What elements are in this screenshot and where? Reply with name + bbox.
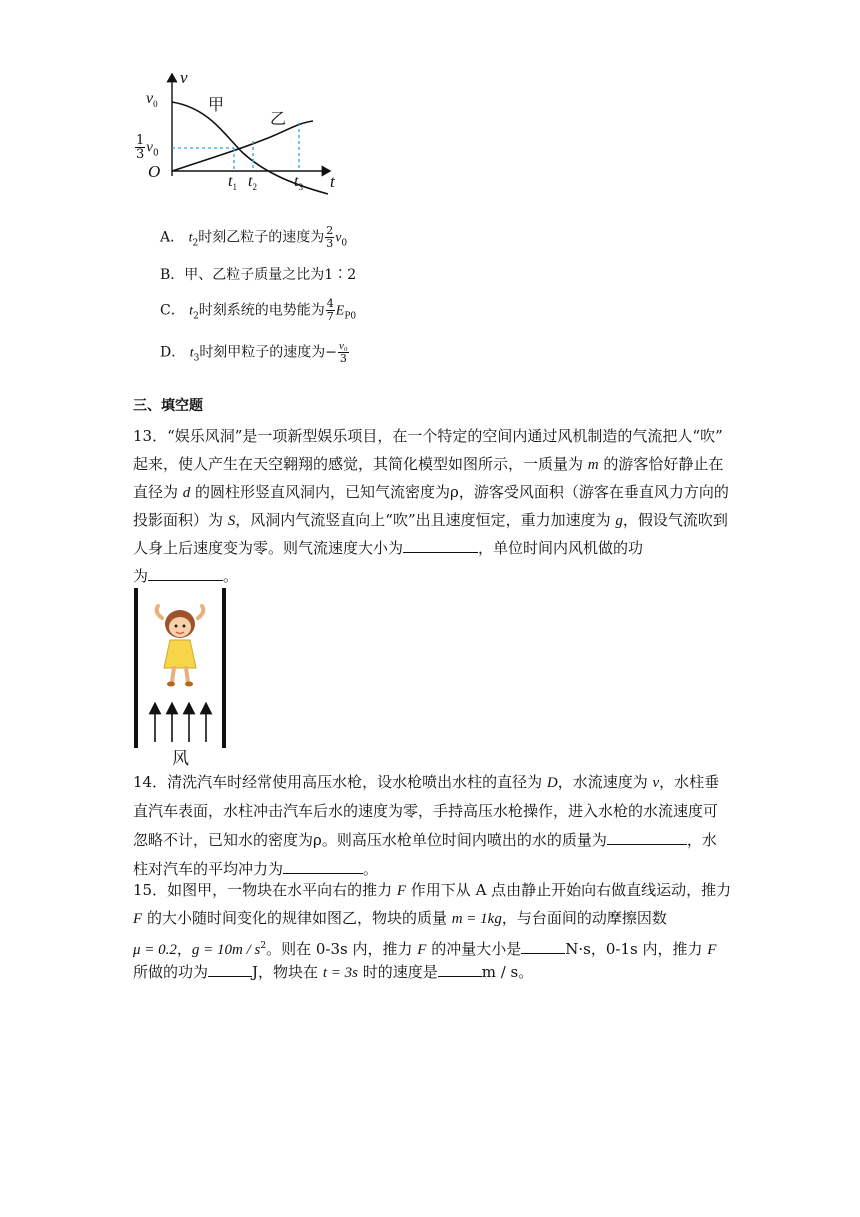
option-a: A． $t_2$时刻乙粒子的速度为 $\frac{2}{3}$ $v_0$ <box>160 224 348 250</box>
section-title: 三、填空题 <box>133 398 203 414</box>
vt-graph-svg <box>128 68 348 198</box>
q15-blank-1[interactable] <box>521 953 565 954</box>
t1-label: $t_1$ <box>228 173 237 193</box>
t3-label: $t_3$ <box>294 173 303 193</box>
yi-label: 乙 <box>270 109 287 128</box>
tunnel-wall-left <box>134 588 138 748</box>
q13-line1: 13．“娱乐风洞”是一项新型娱乐项目，在一个特定的空间内通过风机制造的气流把人“吹” <box>133 427 723 445</box>
v-axis-label: v <box>180 68 188 87</box>
q14-line1: 14．清洗汽车时经常使用高压水枪，设水枪喷出水柱的直径为 D，水流速度为 v，水柱垂 <box>133 773 720 791</box>
q13-blank-1[interactable] <box>403 552 478 553</box>
q15-line2: F 的大小随时间变化的规律如图乙，物块的质量 m = 1kg，与台面间的动摩擦因数 <box>133 909 667 927</box>
q14-blank-1[interactable] <box>607 844 687 845</box>
wind-tunnel-svg <box>128 586 238 766</box>
jia-label: 甲 <box>208 95 225 114</box>
vt-graph <box>128 68 348 198</box>
q13-line4: 投影面积）为 S，风洞内气流竖直向上“吹”出且速度恒定，重力加速度为 g，假设气流吹到 <box>133 511 728 529</box>
q13-line3: 直径为 d 的圆柱形竖直风洞内，已知气流密度为ρ，游客受风面积（游客在垂直风力方向的 <box>133 483 729 501</box>
girl-figure <box>157 606 204 687</box>
q14-line4: 柱对汽车的平均冲力为 。 <box>133 860 379 878</box>
origin-label: O <box>148 162 161 181</box>
q13-blank-2[interactable] <box>148 580 223 581</box>
t2-label: $t_2$ <box>248 173 257 193</box>
q15-line4: 所做的功为 J，物块在 t = 3s 时的速度是 m / s。 <box>133 963 534 981</box>
q15-line1: 15．如图甲，一物块在水平向右的推力 F 作用下从 A 点由静止开始向右做直线运动，推力 <box>133 881 732 899</box>
q15-blank-2[interactable] <box>208 976 252 977</box>
option-b: B．甲、乙粒子质量之比为1∶2 <box>160 267 357 283</box>
wind-label: 风 <box>172 749 189 769</box>
third-v0-label: $\frac{1}{3}$ $v_0$ <box>136 133 159 162</box>
option-d: D． $t_3$时刻甲粒子的速度为− $\frac{\text{v₀}}{3}$ <box>160 340 348 365</box>
v0-label: $v_0$ <box>146 90 158 110</box>
q14-line3: 忽略不计，已知水的密度为ρ。则高压水枪单位时间内喷出的水的质量为 ，水 <box>133 831 717 849</box>
q14-blank-2[interactable] <box>283 873 363 874</box>
curve-yi <box>172 121 313 171</box>
q13-line5: 人身上后速度变为零。则气流速度大小为 ，单位时间内风机做的功 <box>133 539 644 557</box>
q13-line2: 起来，使人产生在天空翱翔的感觉，其简化模型如图所示，一质量为 m 的游客恰好静止在 <box>133 455 724 473</box>
q13-line6: 为 。 <box>133 567 239 585</box>
q14-line2: 直汽车表面，水柱冲击汽车后水的速度为零，手持高压水枪操作，进入水枪的水流速度可 <box>133 802 719 820</box>
option-c: C． $t_2$时刻系统的电势能为 $\frac{4}{7}$ $E_{P0}$ <box>160 297 357 323</box>
q15-line3: μ = 0.2，$g = 10m / s^2$。则在 0-3s 内，推力 F 的冲量大小是 N·s，0-1s 内，推力 F <box>133 940 717 958</box>
wind-tunnel-figure <box>128 586 238 769</box>
q15-blank-3[interactable] <box>438 976 482 977</box>
tunnel-wall-right <box>222 588 226 748</box>
t-axis-label: t <box>330 172 335 191</box>
